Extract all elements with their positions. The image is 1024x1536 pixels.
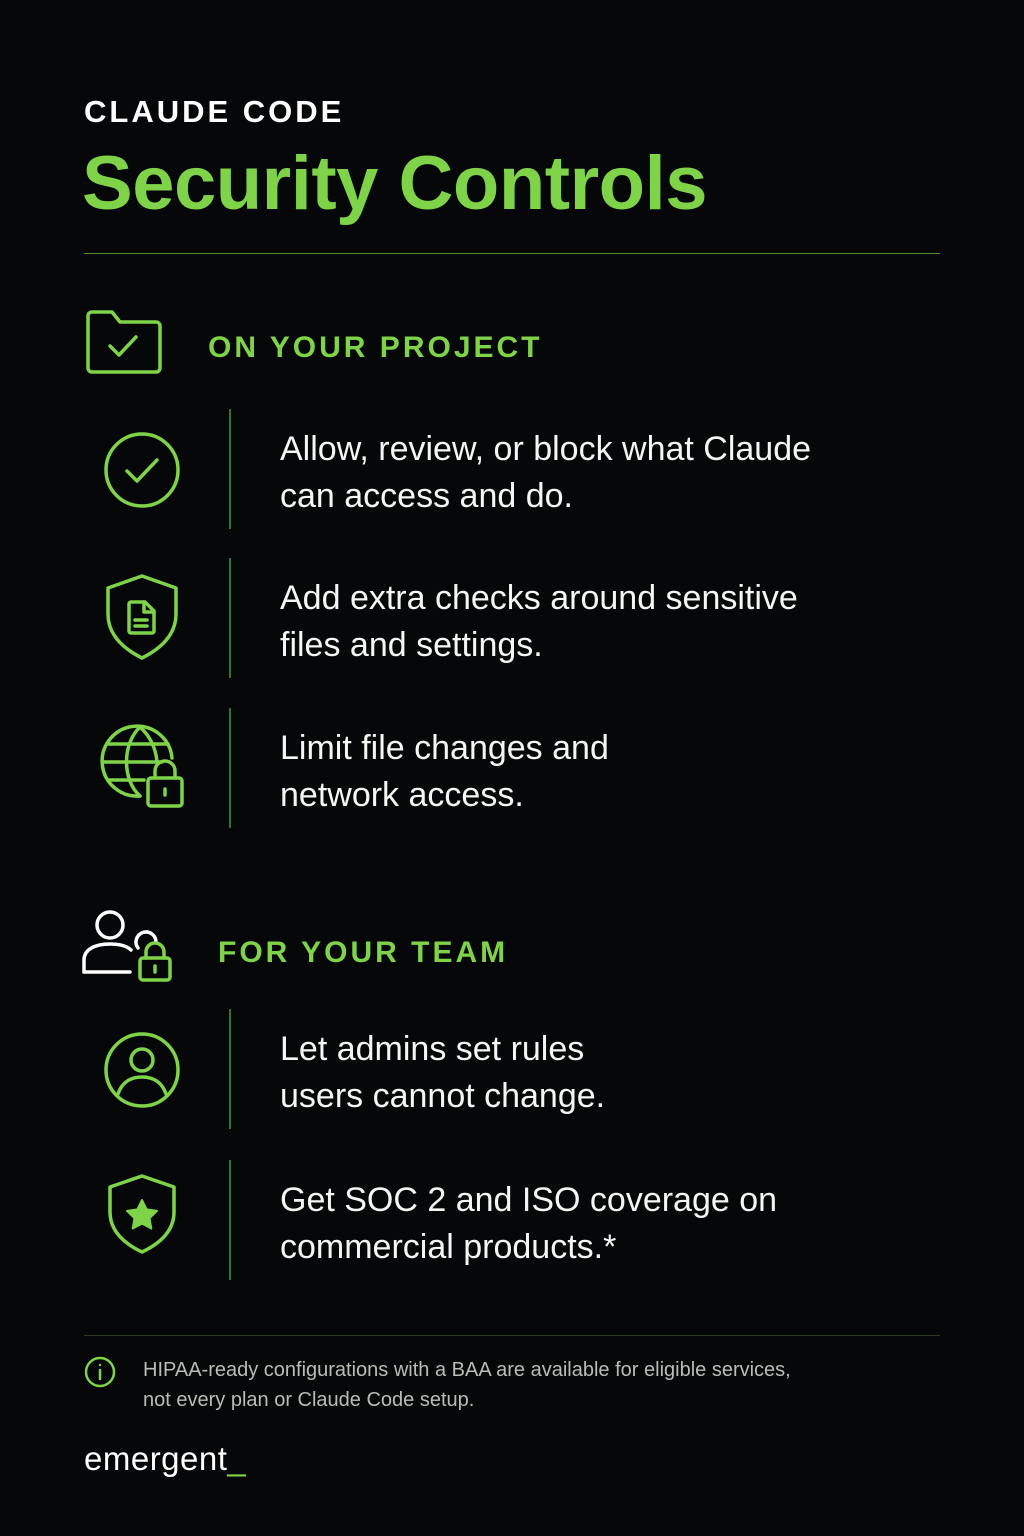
brand-cursor: _ bbox=[227, 1440, 247, 1477]
item-divider bbox=[229, 409, 231, 529]
item-description: Let admins set rules users cannot change. bbox=[280, 1030, 606, 1115]
footer-divider bbox=[84, 1335, 940, 1336]
item-divider bbox=[229, 708, 231, 828]
brand-logo bbox=[84, 1440, 246, 1478]
info-icon bbox=[84, 1356, 116, 1388]
item-description: Add extra checks around sensitive files and settings. bbox=[280, 579, 798, 664]
check-circle-icon bbox=[100, 428, 184, 512]
eyebrow-label: CLAUDE CODE bbox=[84, 94, 345, 129]
item-description: Allow, review, or block what Claude can access and do. bbox=[280, 430, 812, 515]
section-label-project: ON YOUR PROJECT bbox=[208, 331, 543, 364]
user-circle-icon bbox=[100, 1028, 184, 1112]
globe-lock-icon bbox=[100, 722, 190, 812]
folder-check-icon bbox=[84, 308, 164, 376]
item-divider bbox=[229, 558, 231, 678]
shield-document-icon bbox=[100, 572, 184, 656]
header-divider bbox=[84, 253, 940, 254]
item-divider bbox=[229, 1009, 231, 1129]
brand-name: emergent bbox=[84, 1440, 228, 1477]
item-divider bbox=[229, 1160, 231, 1280]
page-title: Security Controls bbox=[82, 141, 707, 226]
shield-star-icon bbox=[100, 1172, 184, 1256]
item-description: Limit file changes and network access. bbox=[280, 729, 609, 814]
users-lock-icon bbox=[80, 908, 176, 984]
section-label-team: FOR YOUR TEAM bbox=[218, 936, 509, 969]
item-description: Get SOC 2 and ISO coverage on commercial products.* bbox=[280, 1181, 778, 1266]
footnote: HIPAA-ready configurations with a BAA are available for eligible services, not every plan or Claude Code setup. bbox=[143, 1359, 791, 1411]
